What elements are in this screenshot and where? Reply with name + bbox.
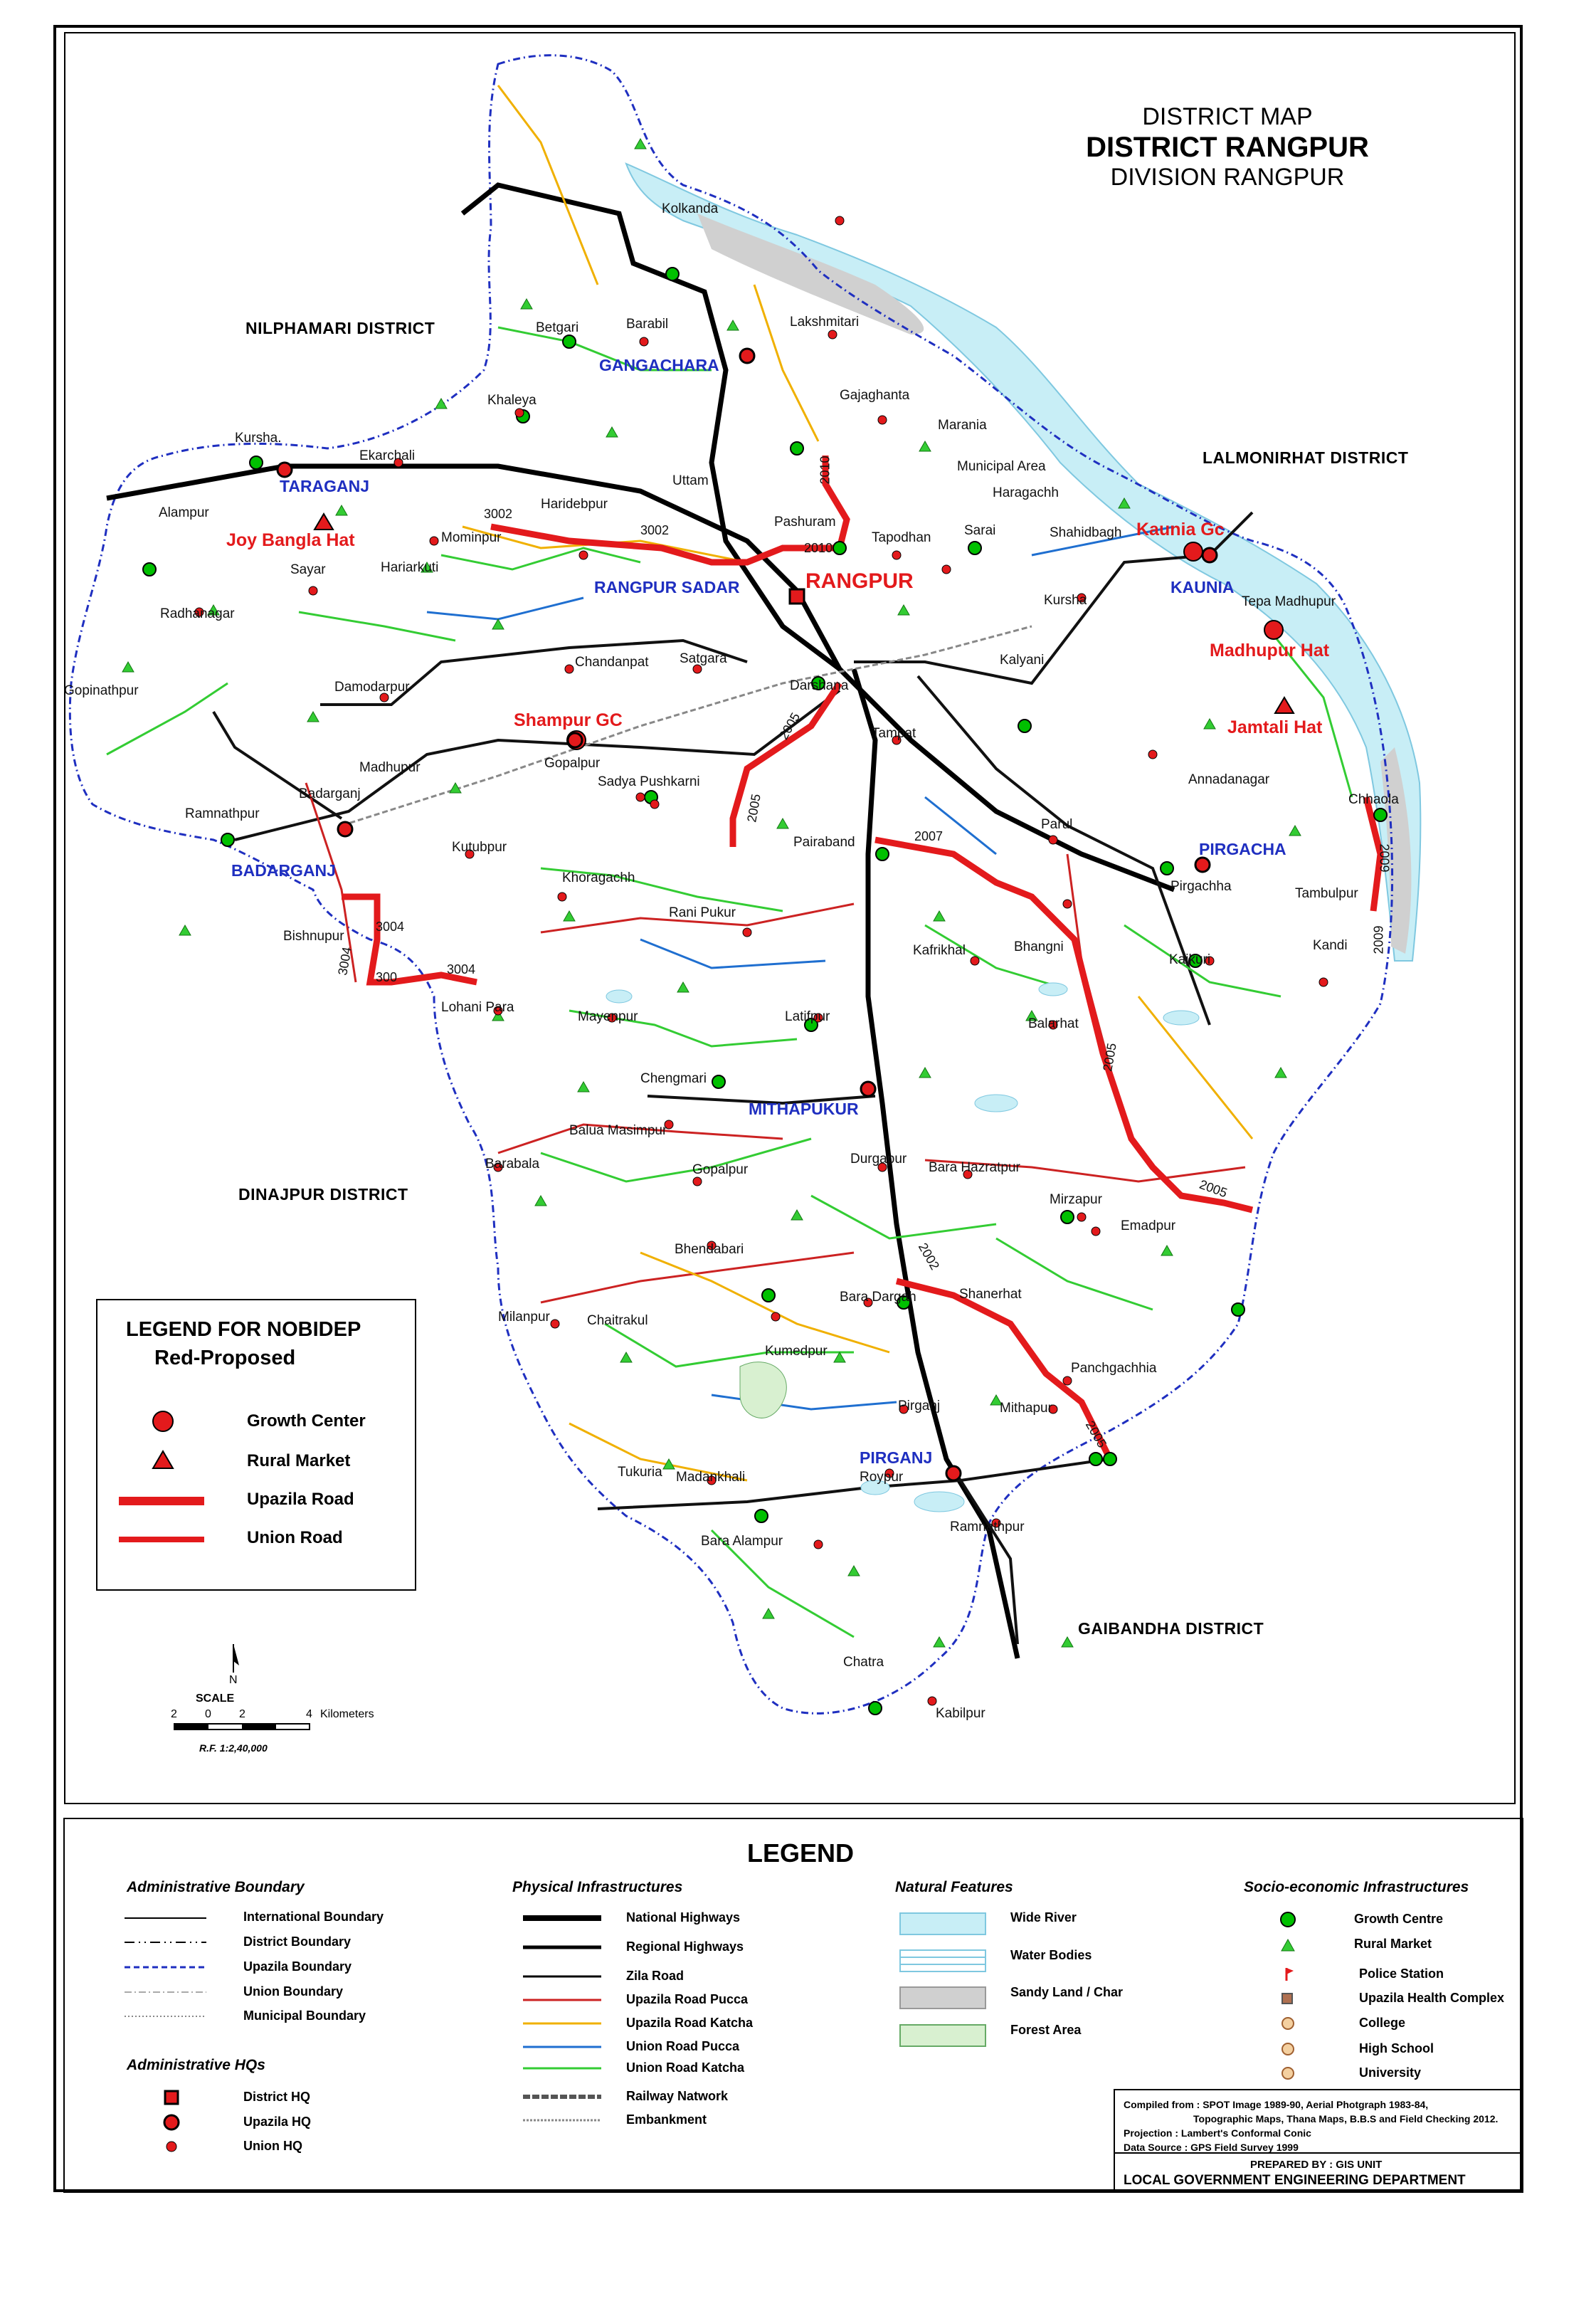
legend-municipal-boundary: Municipal Boundary [243, 2008, 366, 2023]
title-line-3: DIVISION RANGPUR [1110, 164, 1345, 191]
place-emadpur: Emadpur [1121, 1218, 1176, 1233]
label-joy-bangla-hat: Joy Bangla Hat [226, 530, 355, 550]
place-kandi: Kandi [1313, 938, 1348, 953]
place-balua-masimpur: Balua Masimpur [569, 1123, 667, 1138]
place-chhaola: Chhaola [1348, 792, 1399, 807]
label-mithapukur: MITHAPUKUR [749, 1100, 859, 1118]
place-latifpur: Latifpur [785, 1009, 830, 1024]
place-haragachh: Haragachh [993, 485, 1059, 500]
place-barabil: Barabil [626, 317, 669, 332]
place-hariarkuti: Hariarkuti [381, 560, 439, 575]
place-durgapur: Durgapur [850, 1152, 907, 1167]
legend-police-station: Police Station [1359, 1967, 1444, 1981]
place-pairaband: Pairaband [793, 835, 855, 850]
label-district-hq: RANGPUR [805, 569, 914, 593]
credits-projection: Projection : Lambert's Conformal Conic [1124, 2127, 1311, 2139]
label-lalmonirhat: LALMONIRHAT DISTRICT [1203, 448, 1409, 467]
place-chengmari: Chengmari [640, 1071, 707, 1086]
nobidep-rural-market: Rural Market [247, 1451, 351, 1470]
legend-forest-area: Forest Area [1010, 2023, 1082, 2037]
place-rani-pukur: Rani Pukur [669, 905, 736, 920]
scale-unit: Kilometers [320, 1708, 374, 1720]
place-chaitrakul: Chaitrakul [587, 1313, 648, 1328]
place-municipal-area: Municipal Area [957, 459, 1046, 474]
place-shanerhat: Shanerhat [959, 1287, 1022, 1302]
place-lohani-para: Lohani Para [441, 1000, 514, 1015]
place-barabala: Barabala [485, 1157, 540, 1172]
credits-compiled-2: Topographic Maps, Thana Maps, B.B.S and Field Checking 2012. [1193, 2113, 1499, 2125]
legend-natural-heading: Natural Features [895, 1879, 1013, 1895]
place-tepa-madhupur: Tepa Madhupur [1242, 594, 1336, 609]
legend-rural-market: Rural Market [1354, 1937, 1432, 1951]
place-kabilpur: Kabilpur [936, 1706, 985, 1721]
legend-international-boundary: International Boundary [243, 1910, 384, 1924]
place-tampat: Tampat [872, 726, 916, 741]
place-mominpur: Mominpur [441, 530, 502, 545]
place-ramnathpur-w: Ramnathpur [185, 806, 260, 821]
place-sarai: Sarai [964, 523, 996, 538]
place-madankhali: Madankhali [676, 1470, 746, 1485]
road-number: 300 [376, 970, 398, 984]
place-mayenpur: Mayenpur [578, 1009, 638, 1024]
title-line-1: DISTRICT MAP [1142, 103, 1313, 130]
place-sadya-pushkarni: Sadya Pushkarni [598, 774, 700, 789]
legend-union-hq: Union HQ [243, 2139, 302, 2153]
place-bhendabari: Bhendabari [675, 1242, 744, 1257]
legend-admin-boundary-heading: Administrative Boundary [127, 1879, 305, 1895]
place-kursha-n: Kursha. [235, 431, 282, 446]
road-number: 3004 [376, 920, 405, 934]
credits-source: Data Source : GPS Field Survey 1999 [1124, 2142, 1299, 2153]
place-ramnathpur-s: Ramnathpur [950, 1520, 1025, 1534]
scale-rf: R.F. 1:2,40,000 [199, 1742, 268, 1754]
legend-upazila-hq: Upazila HQ [243, 2115, 312, 2129]
legend-upazila-road-katcha: Upazila Road Katcha [626, 2016, 754, 2030]
place-bara-dargah: Bara Dargah [840, 1290, 916, 1305]
label-madhupur-hat: Madhupur Hat [1210, 641, 1330, 660]
place-pirgachha: Pirgachha [1170, 879, 1232, 894]
place-kolkanda: Kolkanda [662, 201, 719, 216]
place-chandanpat: Chandanpat [575, 655, 649, 670]
place-pirganj-town: Pirganj [898, 1399, 941, 1413]
credits-prepared: PREPARED BY : GIS UNIT [1250, 2159, 1383, 2171]
title-line-2: DISTRICT RANGPUR [1086, 132, 1369, 164]
place-sayar: Sayar [290, 562, 326, 577]
legend-socio-heading: Socio-economic Infrastructures [1244, 1879, 1469, 1895]
place-tukuria: Tukuria [618, 1465, 662, 1480]
place-tapodhan: Tapodhan [872, 530, 931, 545]
legend-high-school: High School [1359, 2041, 1434, 2055]
place-panchgachhia: Panchgachhia [1071, 1361, 1157, 1376]
place-balarhat: Balarhat [1028, 1016, 1079, 1031]
legend-health-complex: Upazila Health Complex [1359, 1991, 1505, 2005]
scale-tick: 4 [306, 1708, 312, 1720]
place-haridebpur: Haridebpur [541, 497, 608, 512]
place-satgara: Satgara [680, 651, 727, 666]
place-roypur: Roypur [860, 1470, 904, 1485]
legend-wide-river: Wide River [1010, 1910, 1077, 1925]
label-taraganj: TARAGANJ [280, 477, 370, 495]
place-gopalpur-s: Gopalpur [692, 1162, 749, 1177]
place-shahidbagh: Shahidbagh [1050, 525, 1122, 540]
road-number: 2005 [1082, 1418, 1110, 1451]
road-number: 2005 [776, 710, 803, 742]
credits-compiled: Compiled from : SPOT Image 1989-90, Aerial Photgraph 1983-84, [1124, 2099, 1429, 2110]
place-gopinathpur: Gopinathpur [64, 683, 139, 698]
place-darshana: Darshana [790, 678, 849, 693]
legend-sandy-land: Sandy Land / Char [1010, 1985, 1124, 1999]
road-number: 3004 [335, 945, 354, 976]
place-pashuram: Pashuram [774, 515, 836, 530]
place-gopalpur-n: Gopalpur [544, 756, 601, 771]
legend-physical-heading: Physical Infrastructures [512, 1879, 683, 1895]
label-gaibandha: GAIBANDHA DISTRICT [1078, 1619, 1264, 1638]
legend-title: LEGEND [747, 1838, 855, 1868]
north-label: N [229, 1674, 238, 1686]
place-mirzapur: Mirzapur [1050, 1192, 1102, 1207]
legend-zila-road: Zila Road [626, 1969, 685, 1983]
road-number: 2005 [744, 792, 763, 823]
place-bishnupur: Bishnupur [283, 929, 344, 944]
legend-admin-hqs-heading: Administrative HQs [127, 2057, 265, 2073]
road-number: 2007 [914, 829, 944, 843]
nobidep-upazila-road: Upazila Road [247, 1490, 354, 1509]
place-khaleya: Khaleya [487, 393, 537, 408]
label-kaunia: KAUNIA [1170, 578, 1235, 596]
place-bhangni: Bhangni [1014, 939, 1064, 954]
legend-upazila-boundary: Upazila Boundary [243, 1959, 352, 1974]
place-uttam: Uttam [672, 473, 709, 488]
label-shampur-gc: Shampur GC [514, 710, 623, 730]
nobidep-union-road: Union Road [247, 1528, 343, 1547]
label-pirgacha: PIRGACHA [1199, 840, 1286, 858]
road-number: 2009 [1377, 843, 1392, 873]
place-parul: Parul [1041, 817, 1073, 832]
road-number: 2002 [915, 1240, 943, 1273]
place-khoragachh: Khoragachh [562, 870, 635, 885]
place-kafrikhal: Kafrikhal [913, 943, 966, 958]
legend-embankment: Embankment [626, 2112, 707, 2127]
road-number: 2010 [818, 456, 833, 485]
nobidep-title: LEGEND FOR NOBIDEP [126, 1318, 361, 1341]
scale-tick: 2 [171, 1708, 177, 1720]
label-nilphamari: NILPHAMARI DISTRICT [245, 319, 435, 337]
legend-railway: Railway Natwork [626, 2089, 729, 2103]
legend-national-highways: National Highways [626, 1910, 741, 1925]
credits-department: LOCAL GOVERNMENT ENGINEERING DEPARTMENT [1124, 2173, 1466, 2188]
road-number: 2005 [1197, 1176, 1230, 1201]
label-kaunia-gc: Kaunia Gc [1136, 520, 1225, 539]
place-lakshmitari: Lakshmitari [790, 315, 860, 330]
credits-box [1114, 2089, 1523, 2192]
nobidep-growth-center: Growth Center [247, 1411, 366, 1431]
label-dinajpur: DINAJPUR DISTRICT [238, 1185, 408, 1204]
place-annadanagar: Annadanagar [1188, 772, 1270, 787]
place-bara-hazratpur: Bara Hazratpur [929, 1160, 1020, 1175]
legend-growth-centre: Growth Centre [1354, 1912, 1444, 1926]
place-bara-alampur: Bara Alampur [701, 1534, 783, 1549]
legend-union-road-pucca: Union Road Pucca [626, 2039, 740, 2053]
legend-regional-highways: Regional Highways [626, 1939, 744, 1954]
place-ekarchali: Ekarchali [359, 448, 416, 463]
place-kursha-k: Kursha [1044, 593, 1087, 608]
legend-district-hq: District HQ [243, 2090, 311, 2104]
place-mithapur: Mithapur [1000, 1401, 1052, 1416]
place-marania: Marania [938, 418, 987, 433]
scale-tick: 2 [239, 1708, 245, 1720]
place-milanpur: Milanpur [498, 1310, 550, 1325]
place-radhanagar: Radhanagar [160, 606, 235, 621]
label-badarganj: BADARGANJ [231, 861, 336, 880]
label-gangachara: GANGACHARA [599, 356, 719, 374]
place-kaikuri: Kaikuri [1169, 952, 1211, 967]
legend-college: College [1359, 2016, 1406, 2030]
place-kumedpur: Kumedpur [765, 1344, 828, 1359]
road-number: 2005 [1100, 1041, 1119, 1073]
legend-university: University [1359, 2065, 1422, 2080]
legend-union-boundary: Union Boundary [243, 1984, 343, 1999]
place-madhupur: Madhupur [359, 760, 421, 775]
road-number: 3002 [640, 523, 670, 537]
legend-union-road-katcha: Union Road Katcha [626, 2060, 745, 2075]
road-number: 2010 [804, 541, 833, 555]
legend-district-boundary: District Boundary [243, 1934, 352, 1949]
place-gajaghanta: Gajaghanta [840, 388, 910, 403]
legend-upazila-road-pucca: Upazila Road Pucca [626, 1992, 749, 2006]
road-number: 3002 [484, 507, 513, 521]
label-jamtali-hat: Jamtali Hat [1227, 717, 1323, 737]
road-number: 2009 [1371, 925, 1386, 954]
label-rangpur-sadar: RANGPUR SADAR [594, 578, 740, 596]
place-tambulpur: Tambulpur [1295, 886, 1358, 901]
legend-water-bodies: Water Bodies [1010, 1948, 1092, 1962]
place-damodarpur: Damodarpur [334, 680, 410, 695]
place-badarganj-town: Badarganj [299, 786, 361, 801]
scale-label: SCALE [196, 1692, 235, 1705]
place-chatra: Chatra [843, 1655, 884, 1670]
place-kutubpur: Kutubpur [452, 840, 507, 855]
label-pirganj: PIRGANJ [860, 1448, 933, 1467]
road-number: 3004 [447, 962, 476, 976]
place-alampur: Alampur [159, 505, 209, 520]
place-betgari: Betgari [536, 320, 579, 335]
nobidep-subtitle: Red-Proposed [154, 1347, 296, 1369]
place-kalyani: Kalyani [1000, 653, 1045, 668]
scale-tick: 0 [205, 1708, 211, 1720]
